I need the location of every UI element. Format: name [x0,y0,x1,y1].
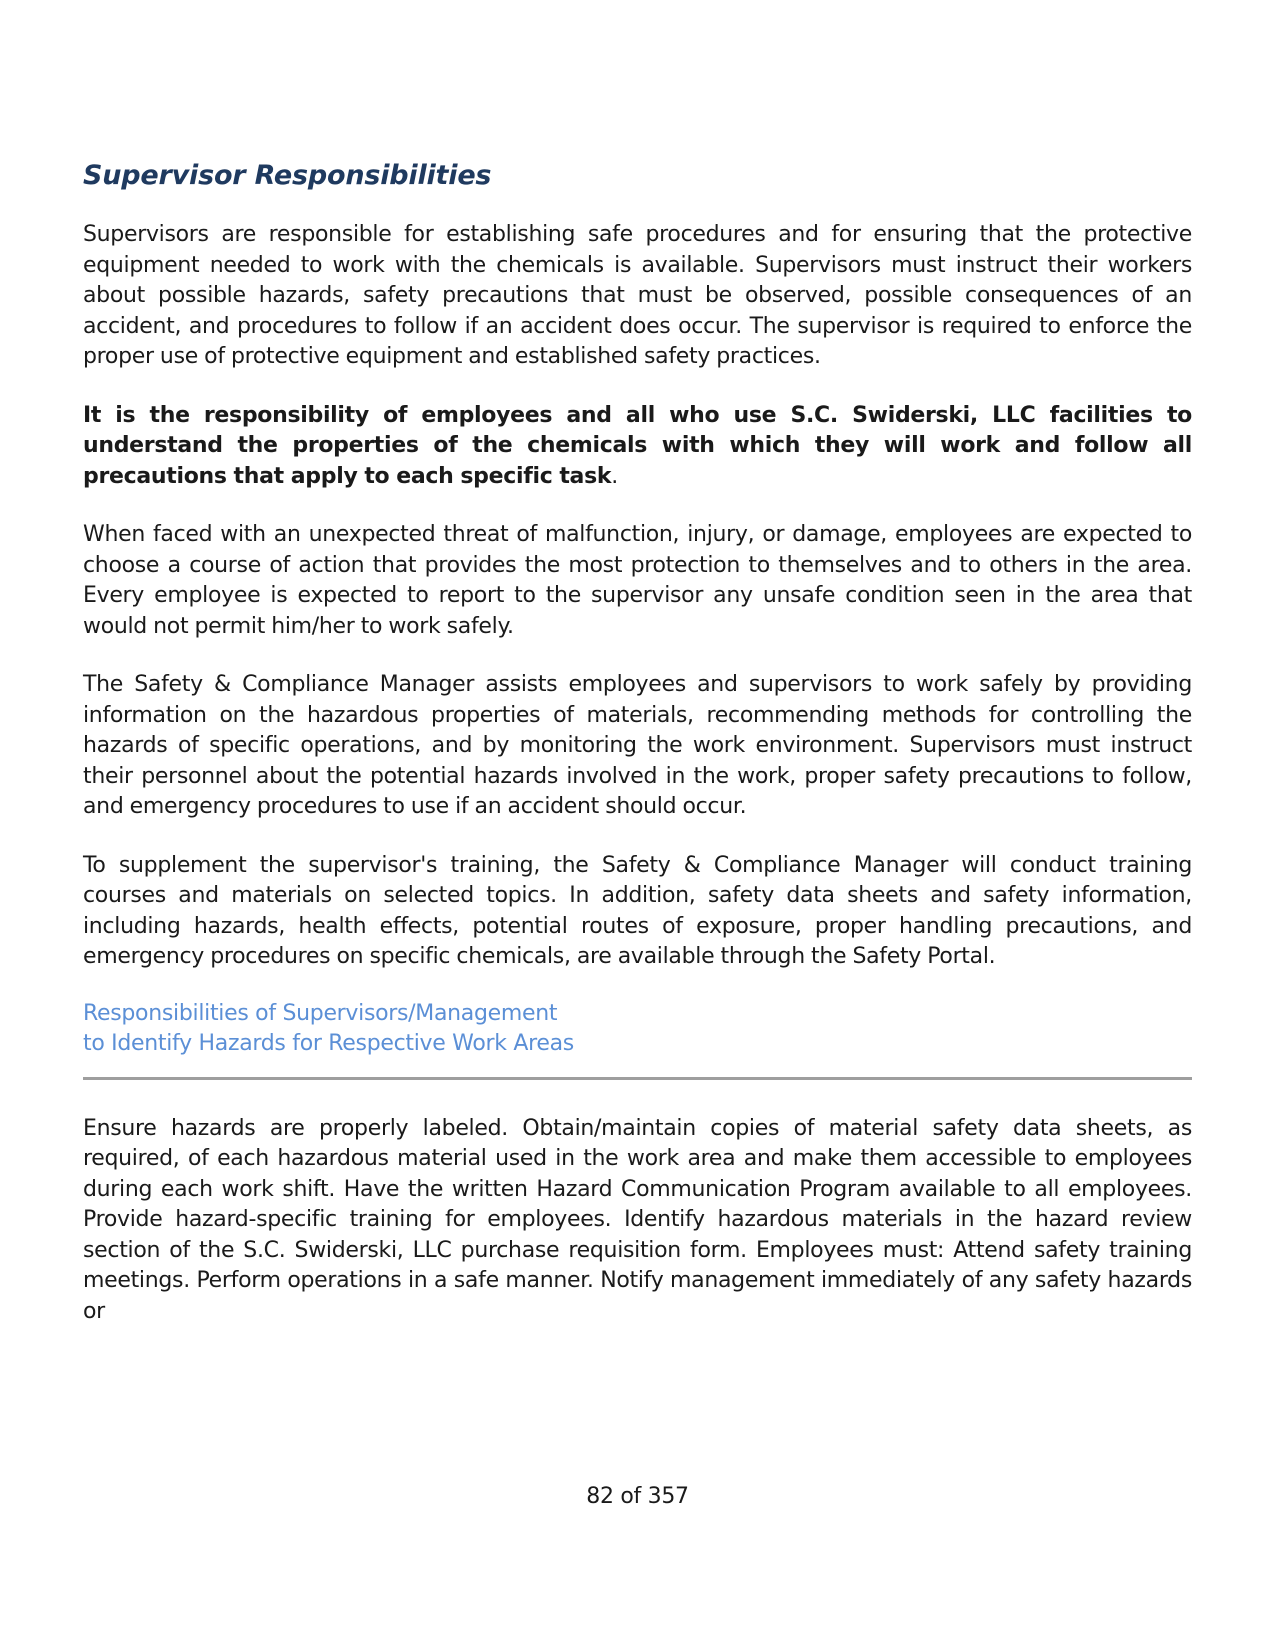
subheading-hazard-identification[interactable] [83,999,1192,1060]
section-title: Supervisor Responsibilities [83,160,492,191]
horizontal-divider [83,1077,1192,1080]
bold-statement-period: . [611,463,618,489]
paragraph-training: To supplement the supervisor's training, the Safety & Compliance Manager will conduct training courses and materials on selected topics. In addition, safety data sheets and safety information, including hazards, health effects, potential routes of exposure, proper handling precautions, and emergency procedures on specific chemicals, are available through the Safety Portal. [83,852,1192,969]
paragraph-unexpected-threat: When faced with an unexpected threat of malfunction, injury, or damage, employees are expected to choose a course of action that provides the most protection to themselves and to others in the area. Every employee is expected to report to the supervisor any unsafe condition seen in the area that would not permit him/her to work safely. [83,522,1192,639]
subheading-line-1[interactable]: Responsibilities of Supervisors/Management [83,1000,558,1026]
paragraph-supervisor-duties: Supervisors are responsible for establishing safe procedures and for ensuring that the protective equipment needed to work with the chemicals is available. Supervisors must instruct their workers about possible hazards, safety precautions that must be observed, possible consequences of an accident, and procedures to follow if an accident does occur. The supervisor is required to enforce the proper use of protective equipment and established safety practices. [83,222,1192,369]
subheading-line-2[interactable]: to Identify Hazards for Respective Work Areas [83,1031,574,1056]
page-number: 82 of 357 [586,1484,689,1509]
paragraph-safety-manager: The Safety & Compliance Manager assists employees and supervisors to work safely by providing information on the hazardous properties of materials, recommending methods for controlling the hazards of specific operations, and by monitoring the work environment. Supervisors must instruct their personnel about the potential hazards involved in the work, proper safety precautions to follow, and emergency procedures to use if an accident should occur. [83,672,1192,819]
paragraph-employee-responsibility [83,401,1192,493]
paragraph-hazard-duties: Ensure hazards are properly labeled. Obtain/maintain copies of material safety data sheets, as required, of each hazardous material used in the work area and make them accessible to employees during each work shift. Have the written Hazard Communication Program available to all employees. Provide hazard-specific training for employees. Identify hazardous materials in the hazard review section of the S.C. Swiderski, LLC purchase requisition form. Employees must: Attend safety training meetings. Perform operations in a safe manner. Notify management immediately of any safety hazards or [83,1115,1192,1324]
bold-statement-text: It is the responsibility of employees and all who use S.C. Swiderski, LLC facilities to understand the properties of the chemicals with which they will work and follow all precautions that apply to each specific task [83,402,1192,489]
document-page [83,158,1192,1327]
